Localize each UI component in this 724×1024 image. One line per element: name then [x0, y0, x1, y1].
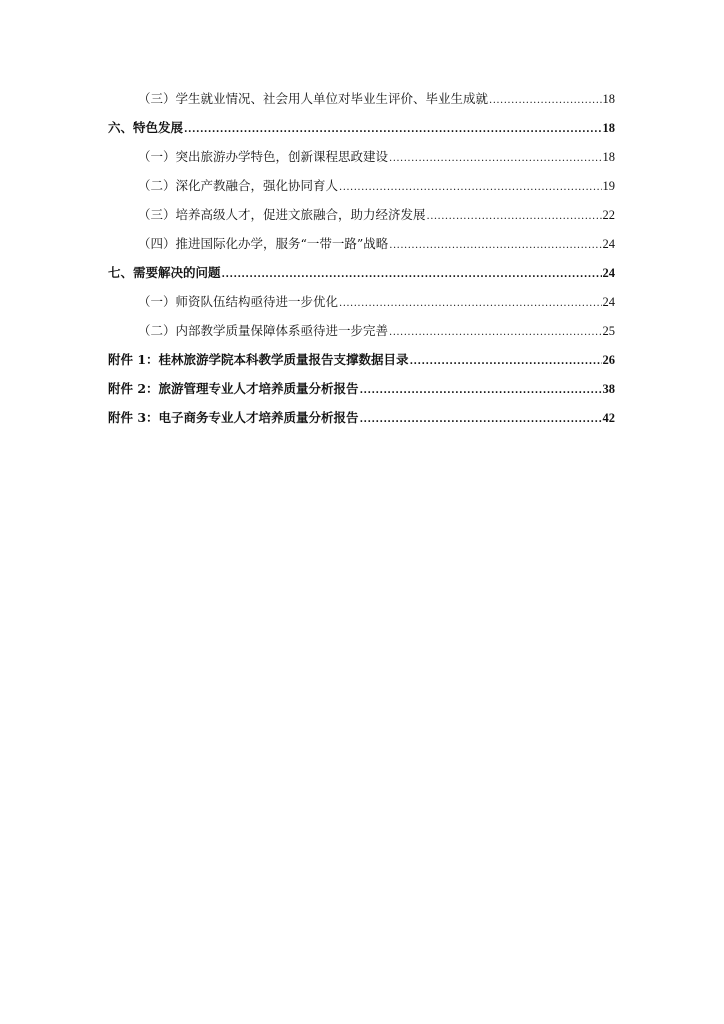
toc-entry[interactable] — [108, 345, 615, 374]
toc-entry-page: 25 — [602, 324, 615, 338]
toc-entry-title: （一）突出旅游办学特色，创新课程思政建设 — [138, 149, 389, 164]
toc-entry[interactable] — [108, 200, 615, 229]
toc-entry-page: 18 — [602, 150, 615, 164]
toc-entry-title: 附件 3：电子商务专业人才培养质量分析报告 — [108, 410, 359, 425]
toc-entry-page: 22 — [602, 208, 615, 222]
toc-entry-page: 26 — [602, 353, 615, 367]
toc-entry[interactable] — [108, 403, 615, 432]
toc-entry[interactable] — [108, 113, 615, 142]
toc-dot-leader — [339, 289, 601, 318]
toc-entry-page: 24 — [602, 295, 615, 309]
toc-dot-leader — [222, 260, 602, 289]
toc-entry-title: （二）深化产教融合，强化协同育人 — [138, 178, 339, 193]
toc-entry[interactable] — [108, 171, 615, 200]
toc-entry-title: 附件 1：桂林旅游学院本科教学质量报告支撑数据目录 — [108, 352, 409, 367]
toc-entry-title: （四）推进国际化办学，服务“一带一路”战略 — [138, 236, 389, 251]
toc-entry-page: 19 — [602, 179, 615, 193]
toc-entry[interactable] — [108, 287, 615, 316]
toc-entry[interactable] — [108, 229, 615, 258]
toc-dot-leader — [410, 347, 602, 376]
toc-entry-page: 18 — [602, 121, 615, 135]
toc-entry-title: （二）内部教学质量保障体系亟待进一步完善 — [138, 323, 389, 338]
toc-entry[interactable] — [108, 142, 615, 171]
toc-entry-title: 附件 2：旅游管理专业人才培养质量分析报告 — [108, 381, 359, 396]
toc-dot-leader — [360, 405, 602, 434]
toc-entry-page: 18 — [602, 92, 615, 106]
toc-entry-title: 六、特色发展 — [108, 120, 184, 135]
toc-entry-page: 24 — [602, 237, 615, 251]
toc-dot-leader — [339, 173, 601, 202]
toc-dot-leader — [427, 202, 602, 231]
toc-entry[interactable] — [108, 84, 615, 113]
toc-entry-title: 七、需要解决的问题 — [108, 265, 221, 280]
toc-dot-leader — [489, 86, 601, 115]
toc-entry[interactable] — [108, 374, 615, 403]
toc-entry-page: 24 — [602, 266, 615, 280]
toc-entry-page: 38 — [602, 382, 615, 396]
toc-dot-leader — [360, 376, 602, 405]
toc-entry-title: （一）师资队伍结构亟待进一步优化 — [138, 294, 339, 309]
toc-entry-title: （三）培养高级人才，促进文旅融合，助力经济发展 — [138, 207, 426, 222]
table-of-contents — [108, 84, 615, 432]
toc-dot-leader — [389, 144, 601, 173]
toc-dot-leader — [389, 318, 601, 347]
toc-entry-page: 42 — [602, 411, 615, 425]
toc-entry[interactable] — [108, 316, 615, 345]
toc-entry[interactable] — [108, 258, 615, 287]
toc-entry-title: （三）学生就业情况、社会用人单位对毕业生评价、毕业生成就 — [138, 91, 489, 106]
toc-dot-leader — [184, 115, 601, 144]
toc-dot-leader — [389, 231, 601, 260]
